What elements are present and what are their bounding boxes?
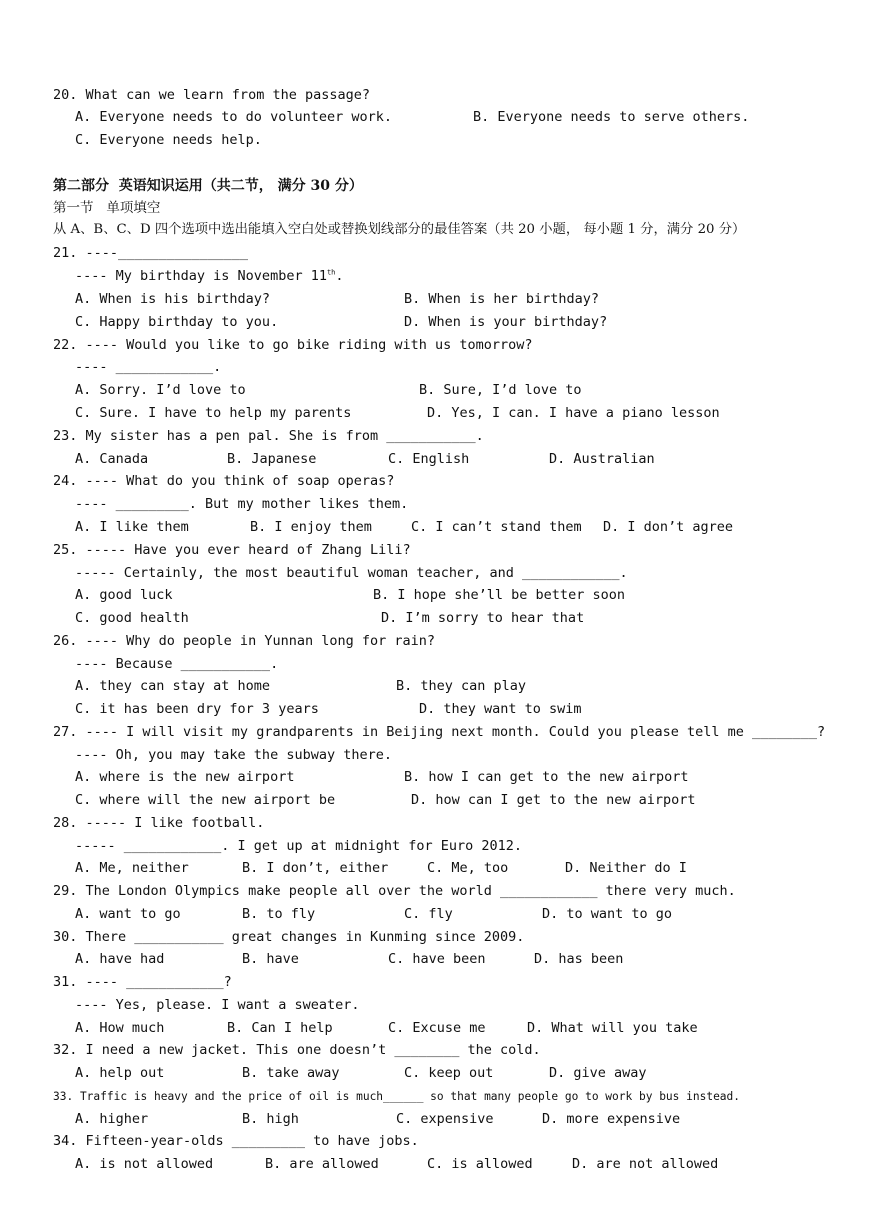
section1-instructions: 从 A、B、C、D 四个选项中选出能填入空白处或替换划线部分的最佳答案（共 20 小题， 每小题 1 分，满分 20 分） [53,222,746,237]
q22-option-a: A. Sorry. I’d love to [75,382,246,398]
q27-option-b: B. how I can get to the new airport [404,769,689,785]
q22-reply: ---- ____________. [75,359,222,375]
q29-option-c: C. fly [404,906,453,922]
q28-option-a: A. Me, neither [75,860,189,876]
q21-reply [75,267,344,285]
q28-stem: 28. ----- I like football. [53,815,265,831]
q23-option-d: D. Australian [549,451,655,467]
q30-option-d: D. has been [534,951,624,967]
q22-option-d: D. Yes, I can. I have a piano lesson [427,405,720,421]
q26-option-c: C. it has been dry for 3 years [75,701,319,717]
part2-title: 第二部分 英语知识运用（共二节， 满分 30 分） [53,178,363,194]
q33-option-d: D. more expensive [542,1111,681,1127]
q23-option-b: B. Japanese [227,451,317,467]
q23-option-a: A. Canada [75,451,149,467]
q21-option-c: C. Happy birthday to you. [75,314,279,330]
q32-option-d: D. give away [549,1065,647,1081]
q33-option-a: A. higher [75,1111,149,1127]
q25-option-b: B. I hope she’ll be better soon [373,587,625,603]
q24-option-a: A. I like them [75,519,189,535]
q23-option-c: C. English [388,451,470,467]
q31-stem: 31. ---- ____________? [53,974,232,990]
q33-option-c: C. expensive [396,1111,494,1127]
q28-option-b: B. I don’t, either [242,860,389,876]
q20-option-b: B. Everyone needs to serve others. [473,109,750,125]
q21-option-a: A. When is his birthday? [75,291,271,307]
q24-stem: 24. ---- What do you think of soap operas? [53,473,395,489]
q22-stem: 22. ---- Would you like to go bike riding with us tomorrow? [53,337,533,353]
q24-reply: ---- _________. But my mother likes them. [75,496,409,512]
q25-option-a: A. good luck [75,587,173,603]
q21-option-d: D. When is your birthday? [404,314,608,330]
q30-option-a: A. have had [75,951,165,967]
q31-option-a: A. How much [75,1020,165,1036]
q34-option-c: C. is allowed [427,1156,533,1172]
q29-option-a: A. want to go [75,906,181,922]
q25-option-c: C. good health [75,610,189,626]
q34-option-a: A. is not allowed [75,1156,214,1172]
section1-title: 第一节 单项填空 [53,200,161,216]
q27-option-c: C. where will the new airport be [75,792,336,808]
q30-option-c: C. have been [388,951,486,967]
q24-option-c: C. I can’t stand them [411,519,582,535]
q21-reply-text: ---- My birthday is November 11 [75,268,327,284]
q21-reply-end: . [335,268,344,284]
q32-option-a: A. help out [75,1065,165,1081]
q24-option-b: B. I enjoy them [250,519,372,535]
q26-stem: 26. ---- Why do people in Yunnan long for rain? [53,633,436,649]
q26-option-d: D. they want to swim [419,701,582,717]
q31-option-c: C. Excuse me [388,1020,486,1036]
q27-reply: ---- Oh, you may take the subway there. [75,747,392,763]
q23-stem: 23. My sister has a pen pal. She is from ___________. [53,428,484,444]
q21-option-b: B. When is her birthday? [404,291,600,307]
q21-reply-sup: th [326,268,336,277]
q28-reply: ----- ____________. I get up at midnight for Euro 2012. [75,838,523,854]
q20-option-c: C. Everyone needs help. [75,132,262,148]
q24-option-d: D. I don’t agree [603,519,734,535]
q29-option-b: B. to fly [242,906,316,922]
q33-stem: 33. Traffic is heavy and the price of oil is much______ so that many people go to work by bus instead. [53,1090,741,1103]
q28-option-d: D. Neither do I [565,860,687,876]
q20-option-a: A. Everyone needs to do volunteer work. [75,109,392,125]
q31-reply: ---- Yes, please. I want a sweater. [75,997,360,1013]
q32-stem: 32. I need a new jacket. This one doesn’t ________ the cold. [53,1042,541,1058]
q27-option-d: D. how can I get to the new airport [411,792,696,808]
q27-stem: 27. ---- I will visit my grandparents in Beijing next month. Could you please tell me ________? [53,724,826,740]
q26-reply: ---- Because ___________. [75,656,279,672]
q20-stem: 20. What can we learn from the passage? [53,87,370,103]
q26-option-a: A. they can stay at home [75,678,271,694]
q21-stem: 21. ----________________ [53,245,249,261]
q30-stem: 30. There ___________ great changes in Kunming since 2009. [53,929,525,945]
q34-stem: 34. Fifteen-year-olds _________ to have jobs. [53,1133,419,1149]
q28-option-c: C. Me, too [427,860,509,876]
q25-option-d: D. I’m sorry to hear that [381,610,585,626]
q25-reply: ----- Certainly, the most beautiful woman teacher, and ____________. [75,565,628,581]
q29-option-d: D. to want to go [542,906,673,922]
q25-stem: 25. ----- Have you ever heard of Zhang Lili? [53,542,411,558]
q22-option-c: C. Sure. I have to help my parents [75,405,352,421]
q31-option-d: D. What will you take [527,1020,698,1036]
q33-option-b: B. high [242,1111,299,1127]
q26-option-b: B. they can play [396,678,527,694]
q32-option-c: C. keep out [404,1065,494,1081]
q32-option-b: B. take away [242,1065,340,1081]
q34-option-d: D. are not allowed [572,1156,719,1172]
q30-option-b: B. have [242,951,299,967]
q27-option-a: A. where is the new airport [75,769,295,785]
q22-option-b: B. Sure, I’d love to [419,382,582,398]
q31-option-b: B. Can I help [227,1020,333,1036]
q34-option-b: B. are allowed [265,1156,379,1172]
q29-stem: 29. The London Olympics make people all over the world ____________ there very much. [53,883,736,899]
